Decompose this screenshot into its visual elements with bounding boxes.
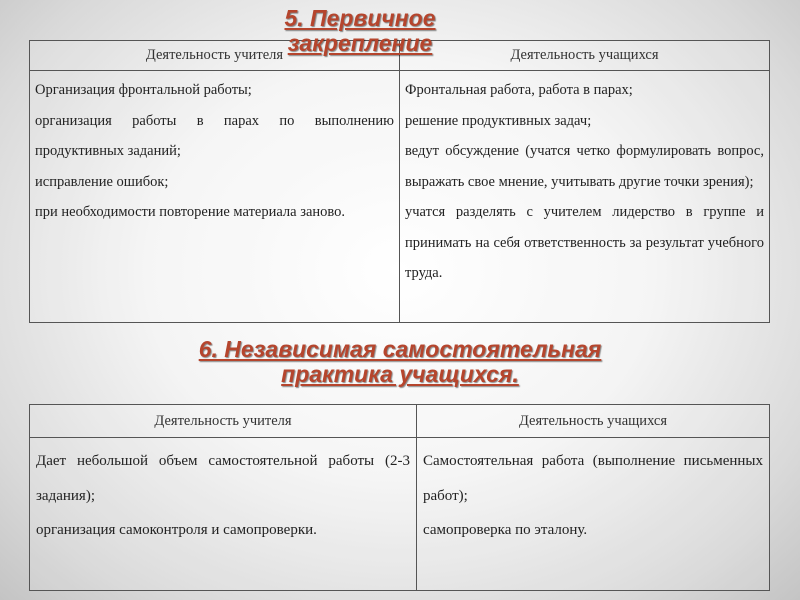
teacher-activity-cell <box>30 438 417 591</box>
section-6-title <box>150 337 650 387</box>
student-activity-cell <box>417 438 770 591</box>
section-6-title-line-2: практика учащихся. <box>281 361 519 387</box>
student-activity-item: ведут обсуждение (учатся четко формулировать вопрос, выражать свое мнение, учитывать другие точки зрения); <box>405 143 764 190</box>
student-activity-item: решение продуктивных задач; <box>405 112 592 129</box>
teacher-activity-header: Деятельность учителя <box>30 405 417 438</box>
teacher-activity-item: Организация фронтальной работы; <box>35 82 252 98</box>
table-header-row <box>30 405 770 438</box>
teacher-activity-item: организация самоконтроля и самопроверки. <box>36 522 317 538</box>
student-activity-cell <box>400 71 770 323</box>
student-activity-item: Самостоятельная работа (выполнение письменных работ); <box>423 453 763 504</box>
teacher-activity-item: Дает небольшой объем самостоятельной работы (2-3 задания); <box>36 453 410 504</box>
teacher-activity-item: при необходимости повторение материала заново. <box>35 204 346 220</box>
student-activity-header: Деятельность учащихся <box>417 405 770 438</box>
section-6-table <box>29 404 770 591</box>
teacher-activity-item: организация работы в парах по выполнению продуктивных заданий; <box>35 112 394 159</box>
teacher-activity-item: исправление ошибок; <box>35 173 169 190</box>
teacher-activity-header: Деятельность учителя <box>30 41 400 71</box>
teacher-activity-cell <box>30 71 400 323</box>
section-5-table <box>29 40 770 323</box>
section-5-title <box>230 6 490 56</box>
student-activity-item: учатся разделять с учителем лидерство в группе и принимать на себя ответственность за результат учебного труда. <box>405 204 764 281</box>
table-row <box>30 71 770 323</box>
table-row <box>30 438 770 591</box>
student-activity-item: Фронтальная работа, работа в парах; <box>405 82 633 98</box>
student-activity-header: Деятельность учащихся <box>400 41 770 71</box>
section-5-title-line-1: 5. Первичное <box>284 5 436 31</box>
section-6-title-line-1: 6. Независимая самостоятельная <box>198 336 602 362</box>
student-activity-item: самопроверка по эталону. <box>423 522 588 538</box>
section-5-title-line-2: закрепление <box>287 30 433 56</box>
